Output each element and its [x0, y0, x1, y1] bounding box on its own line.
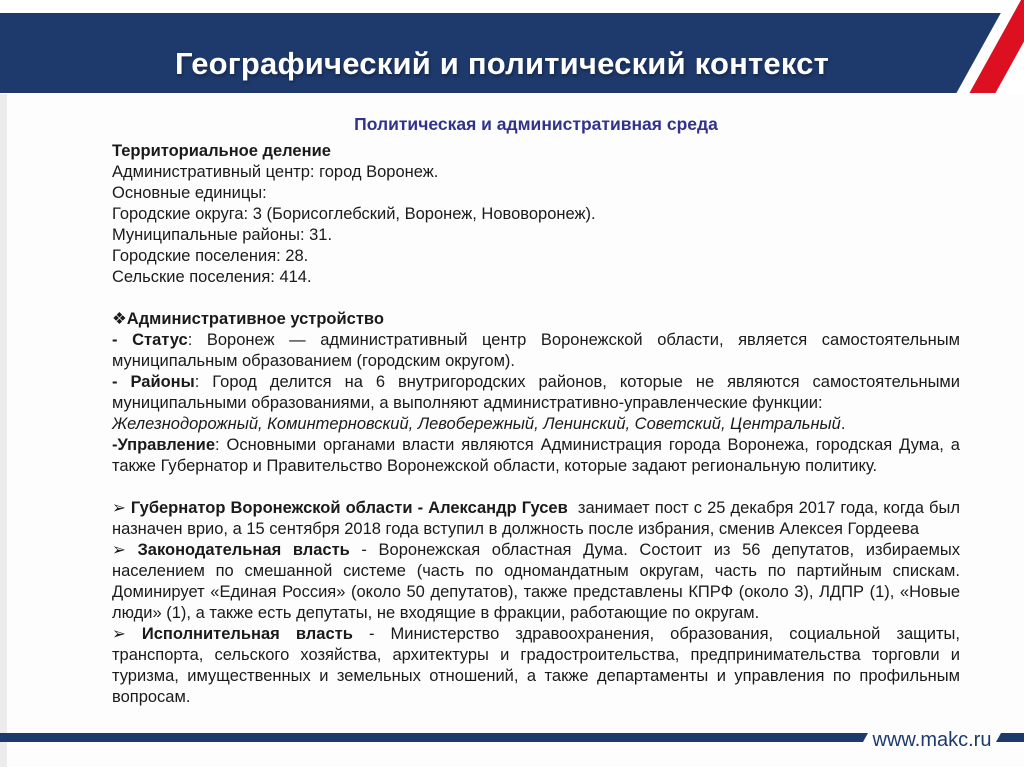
text-run: ➢ Губернатор Воронежской области - Александр Гусев: [112, 499, 568, 517]
paragraph: [112, 624, 960, 708]
text-run: Железнодорожный, Коминтерновский, Левобережный, Ленинский, Советский, Центральный: [112, 415, 841, 433]
text-run: : Основными органами власти являются Администрация города Воронежа, городская Дума, а также Губернатор и Правительство Воронежской области, которые задают региональную политику.: [112, 436, 960, 475]
slide-body: [112, 112, 960, 708]
paragraph: [112, 498, 960, 540]
text-run: Территориальное деление: [112, 142, 331, 160]
text-run: .: [840, 415, 846, 433]
text-run: Административный центр: город Воронеж.: [112, 163, 439, 181]
text-run: занимает пост с 25 декабря 2017 года, когда был назначен врио, а 15 сентября 2018 года вступил в должность после избрания, сменив Алексея Гордеева: [112, 499, 960, 538]
body-text: [112, 141, 960, 708]
slide-left-edge: [0, 93, 7, 767]
paragraph: [112, 309, 960, 330]
section-subtitle: Политическая и административная среда: [354, 114, 718, 134]
paragraph: [112, 435, 960, 477]
text-run: -Управление: [112, 436, 216, 454]
paragraph: [112, 267, 960, 288]
paragraph: [112, 372, 960, 414]
text-run: - Воронежская областная Дума. Состоит из 56 депутатов, избираемых населением по смешанной системе (часть по одномандатным округам, часть по партийным спискам. Доминирует «Единая Россия» (около 50 депутатов), также представлены КПРФ (около 3), ЛДПР (1), «Новые люди» (1), а также есть депутаты, не входящие в фракции, работающие по округам.: [112, 541, 960, 622]
text-run: ➢ Исполнительная власть: [112, 625, 353, 643]
slide-title: Географический и политический контекст: [175, 46, 829, 81]
text-run: Сельские поселения: 414.: [112, 268, 312, 286]
paragraph: [112, 225, 960, 246]
paragraph: [112, 162, 960, 183]
paragraph: [112, 540, 960, 624]
text-run: : Воронеж — административный центр Воронежской области, является самостоятельным муниципальным образованием (городским округом).: [112, 331, 960, 370]
footer-blue-bar-long: [0, 733, 868, 742]
text-run: ❖Административное устройство: [112, 310, 384, 328]
footer-website-url[interactable]: www.makc.ru: [872, 729, 992, 751]
paragraph: [112, 204, 960, 225]
text-run: Городские округа: 3 (Борисоглебский, Воронеж, Нововоронеж).: [112, 205, 596, 223]
paragraph: [112, 288, 960, 309]
slide-header: [0, 0, 1024, 94]
paragraph: [112, 414, 960, 435]
paragraph: [112, 330, 960, 372]
footer-blue-bar-short: [996, 733, 1024, 742]
text-run: - Министерство здравоохранения, образования, социальной защиты, транспорта, сельского хозяйства, архитектуры и градостроительства, предпринимательства торговли и туризма, имущественных и земельных отношений, а также департаменты и управления по профильным вопросам.: [112, 625, 960, 706]
text-run: Городские поселения: 28.: [112, 247, 309, 265]
text-run: Муниципальные районы: 31.: [112, 226, 333, 244]
text-run: - Статус: [112, 331, 188, 349]
paragraph: [112, 141, 960, 162]
paragraph: [112, 246, 960, 267]
paragraph: [112, 477, 960, 498]
text-run: ➢ Законодательная власть: [112, 541, 350, 559]
paragraph: [112, 183, 960, 204]
text-run: Основные единицы:: [112, 184, 267, 202]
text-run: : Город делится на 6 внутригородских районов, которые не являются самостоятельными муниципальными образованиями, а выполняют административно-управленческие функции:: [112, 373, 960, 412]
text-run: - Районы: [112, 373, 195, 391]
